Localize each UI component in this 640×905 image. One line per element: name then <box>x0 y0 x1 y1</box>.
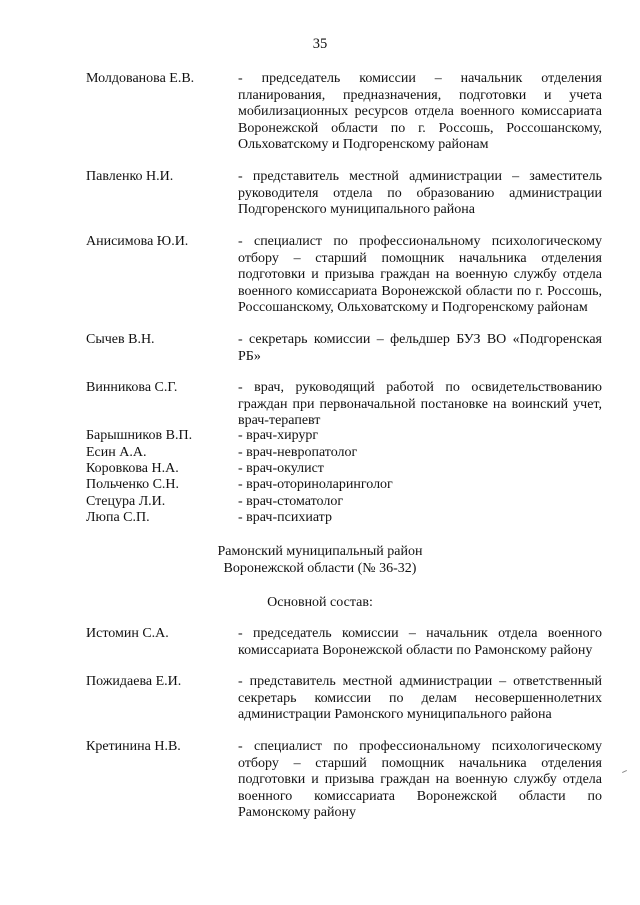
member-role: - специалист по профессиональному психологическому отбору – старший помощник начальника отделения подготовки и призыва граждан на военную службу отдела военного комиссариата Воронежской области по Рамонскому району <box>238 739 602 820</box>
member-role: - врач-окулист <box>238 461 324 476</box>
member-name: Винникова С.Г. <box>86 380 178 395</box>
member-role: - специалист по профессиональному психологическому отбору – старший помощник начальника отделения подготовки и призыва граждан на военную службу отдела военного комиссариата Воронежской области по г. Россошь, Россошанскому, Ольховатскому и Подгоренскому районам <box>238 234 602 315</box>
scan-mark <box>622 770 627 773</box>
member-name: Коровкова Н.А. <box>86 461 179 476</box>
member-name: Барышников В.П. <box>86 428 193 443</box>
member-role: - секретарь комиссии – фельдшер БУЗ ВО «Подгоренская РБ» <box>238 332 602 364</box>
member-name: Истомин С.А. <box>86 626 169 641</box>
member-name: Сычев В.Н. <box>86 332 155 347</box>
member-name: Польченко С.Н. <box>86 477 180 492</box>
member-name: Анисимова Ю.И. <box>86 234 189 249</box>
member-role: - врач-оториноларинголог <box>238 477 393 492</box>
member-name: Молдованова Е.В. <box>86 71 195 86</box>
member-role: - врач-психиатр <box>238 510 332 525</box>
page-number: 35 <box>312 36 328 52</box>
member-role: - представитель местной администрации – заместитель руководителя отдела по образованию администрации Подгоренского муниципального района <box>238 169 602 217</box>
district-title: Рамонский муниципальный район <box>217 544 423 559</box>
district-subtitle: Воронежской области (№ 36-32) <box>223 561 417 576</box>
member-name: Люпа С.П. <box>86 510 150 525</box>
member-role: - представитель местной администрации – ответственный секретарь комиссии по делам несовершеннолетних администрации Рамонского муниципального района <box>238 674 602 722</box>
member-name: Стецура Л.И. <box>86 494 166 509</box>
composition-heading: Основной состав: <box>267 595 373 610</box>
member-name: Пожидаева Е.И. <box>86 674 182 689</box>
member-role: - врач-хирург <box>238 428 319 443</box>
member-name: Есин А.А. <box>86 445 147 460</box>
member-role: - председатель комиссии – начальник отделения планирования, предназначения, подготовки и учета мобилизационных ресурсов отдела военного комиссариата Воронежской области по г. Россошь, Россошанскому, Ольховатскому и Подгоренскому районам <box>238 71 602 152</box>
member-name: Кретинина Н.В. <box>86 739 181 754</box>
member-role: - врач, руководящий работой по освидетельствованию граждан при первоначальной постановке на воинский учет, врач-терапевт <box>238 380 602 428</box>
member-role: - врач-невропатолог <box>238 445 358 460</box>
member-name: Павленко Н.И. <box>86 169 174 184</box>
member-role: - врач-стоматолог <box>238 494 344 509</box>
member-role: - председатель комиссии – начальник отдела военного комиссариата Воронежской области по Рамонскому району <box>238 626 602 658</box>
